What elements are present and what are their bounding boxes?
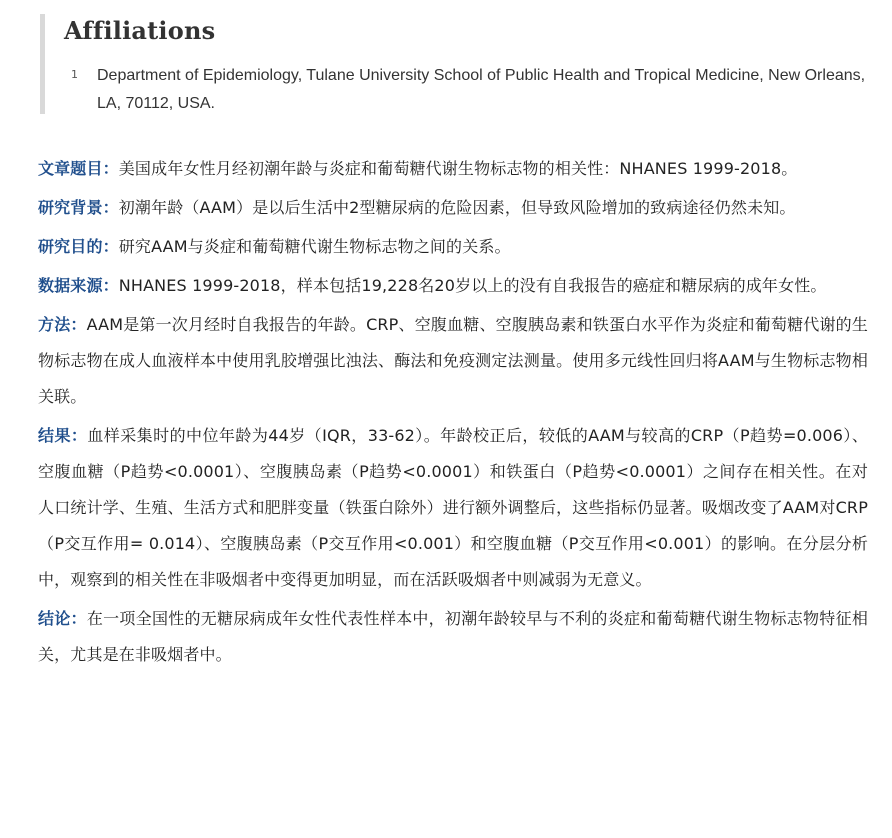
data-source-text: NHANES 1999-2018，样本包括19,228名20岁以上的没有自我报告的癌症和糖尿病的成年女性。 [118,276,827,295]
objective-paragraph [38,229,868,265]
affiliation-text: Department of Epidemiology, Tulane University School of Public Health and Tropical Medicine, New Orleans, LA, 70112, USA. [97,67,866,112]
objective-text: 研究AAM与炎症和葡萄糖代谢生物标志物之间的关系。 [118,237,511,256]
title-label: 文章题目： [38,159,119,178]
affiliation-number: 1 [71,68,78,81]
background-text: 初潮年龄（AAM）是以后生活中2型糖尿病的危险因素，但导致风险增加的致病途径仍然未知。 [118,198,796,217]
background-paragraph [38,190,868,226]
data-source-label: 数据来源： [38,276,119,295]
abstract-section [38,151,868,676]
data-source-paragraph [38,268,868,304]
title-paragraph [38,151,868,187]
methods-paragraph [38,307,868,415]
background-label: 研究背景： [38,198,119,217]
methods-text: AAM是第一次月经时自我报告的年龄。CRP、空腹血糖、空腹胰岛素和铁蛋白水平作为炎症和葡萄糖代谢的生物标志物在成人血液样本中使用乳胶增强比浊法、酶法和免疫测定法测量。使用多元线性回归将AAM与生物标志物相关联。 [38,315,868,406]
results-text: 血样采集时的中位年龄为44岁（IQR，33-62）。年龄校正后，较低的AAM与较高的CRP（P趋势=0.006）、空腹血糖（P趋势<0.0001）、空腹胰岛素（P趋势<0.0001）和铁蛋白（P趋势<0.0001）之间存在相关性。在对人口统计学、生殖、生活方式和肥胖变量（铁蛋白除外）进行额外调整后，这些指标仍显著。吸烟改变了AAM对CRP（P交互作用= 0.014）、空腹胰岛素（P交互作用<0.001）和空腹血糖（P交互作用<0.001）的影响。在分层分析中，观察到的相关性在非吸烟者中变得更加明显，而在活跃吸烟者中则减弱为无意义。 [38,426,868,589]
results-label: 结果： [38,426,88,445]
conclusion-text: 在一项全国性的无糖尿病成年女性代表性样本中，初潮年龄较早与不利的炎症和葡萄糖代谢生物标志物特征相关，尤其是在非吸烟者中。 [38,609,869,664]
objective-label: 研究目的： [38,237,119,256]
methods-label: 方法： [38,315,87,334]
conclusion-label: 结论： [38,609,87,628]
conclusion-paragraph [38,601,868,673]
title-text: 美国成年女性月经初潮年龄与炎症和葡萄糖代谢生物标志物的相关性：NHANES 1999-2018。 [118,159,798,178]
affiliations-section [40,14,885,114]
affiliations-heading: Affiliations [64,16,216,45]
results-paragraph [38,418,868,598]
